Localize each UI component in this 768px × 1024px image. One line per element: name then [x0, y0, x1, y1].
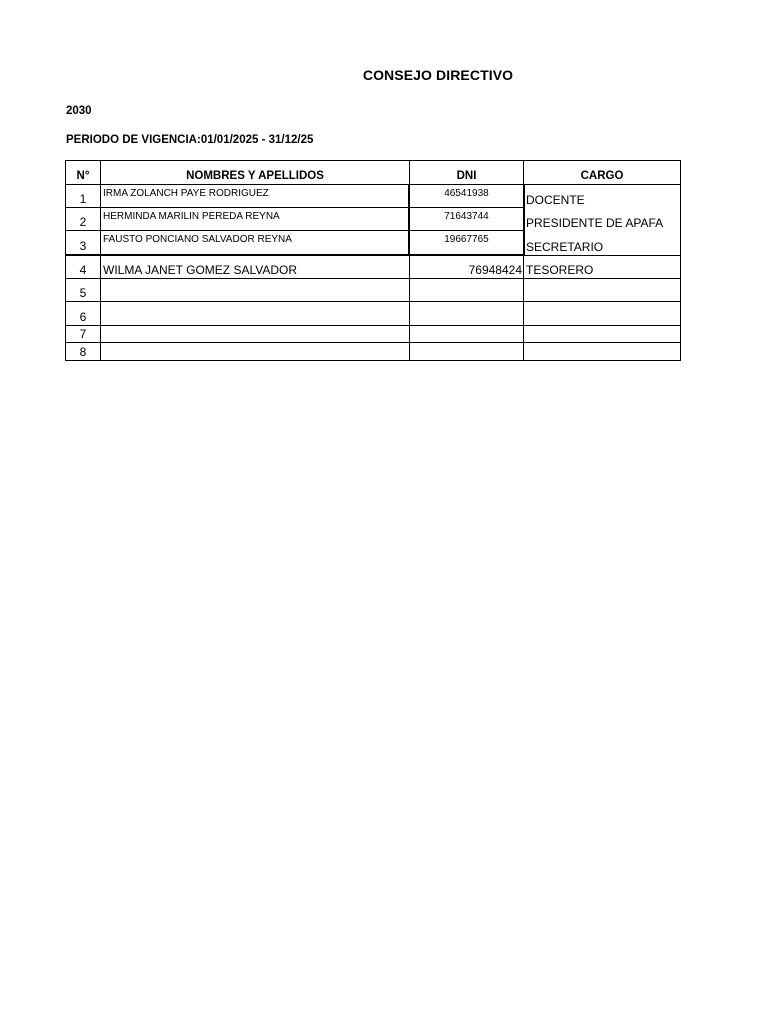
row-6-no: 6: [65, 301, 101, 326]
header-dni: DNI: [409, 160, 524, 185]
cargo-left-border: [523, 184, 524, 255]
header-no: N°: [65, 160, 101, 185]
row-6-dni: [409, 301, 524, 326]
row-7-no: 7: [65, 325, 101, 343]
members-table: [65, 160, 681, 361]
row-3-name: FAUSTO PONCIANO SALVADOR REYNA: [100, 230, 410, 255]
row-6-cargo: [523, 301, 681, 326]
row-2-no: 2: [65, 207, 101, 231]
row-5-no: 5: [65, 278, 101, 302]
row-7-cargo: [523, 325, 681, 343]
row-2-name: HERMINDA MARILIN PEREDA REYNA: [100, 207, 410, 231]
row-1-name: IRMA ZOLANCH PAYE RODRIGUEZ: [100, 184, 410, 208]
header-names: NOMBRES Y APELLIDOS: [100, 160, 410, 185]
row-1-dni: 46541938: [408, 184, 525, 208]
row-5-name: [100, 278, 410, 302]
row-8-no: 8: [65, 342, 101, 361]
row-4-dni: 76948424: [409, 255, 524, 279]
row-3-no: 3: [65, 230, 101, 255]
row-7-dni: [409, 325, 524, 343]
row-8-dni: [409, 342, 524, 361]
row-4-no: 4: [65, 255, 101, 279]
year-label: 2030: [66, 105, 92, 117]
row-3-dni: 19667765: [408, 230, 525, 255]
row-8-cargo: [523, 342, 681, 361]
row-3-cargo: SECRETARIO: [526, 240, 604, 254]
row-2-dni: 71643744: [408, 207, 525, 231]
header-cargo: CARGO: [523, 160, 681, 185]
row-1-cargo: DOCENTE: [526, 193, 585, 207]
row-2-cargo: PRESIDENTE DE APAFA: [526, 216, 664, 230]
row-1-no: 1: [65, 184, 101, 208]
row-5-cargo: [523, 278, 681, 302]
validity-period: PERIODO DE VIGENCIA:01/01/2025 - 31/12/25: [66, 134, 314, 146]
row-8-name: [100, 342, 410, 361]
row-4-name: WILMA JANET GOMEZ SALVADOR: [100, 255, 410, 279]
page-title: CONSEJO DIRECTIVO: [362, 67, 514, 83]
row-4-cargo: TESORERO: [523, 255, 681, 279]
cargo-right-border: [680, 184, 681, 255]
row-5-dni: [409, 278, 524, 302]
row-6-name: [100, 301, 410, 326]
row-7-name: [100, 325, 410, 343]
